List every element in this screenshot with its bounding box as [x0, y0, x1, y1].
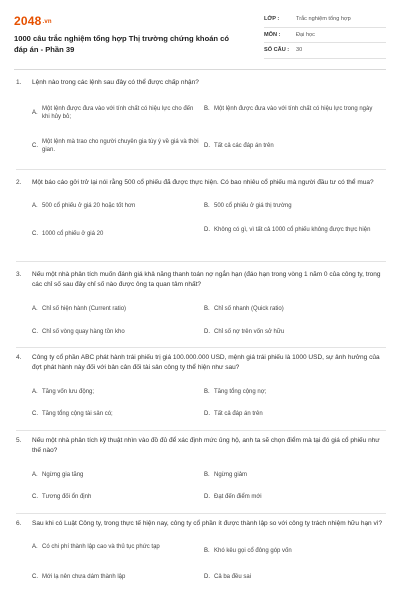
option-letter: D. — [204, 142, 210, 149]
option-text: Chỉ số nợ trên vốn sở hữu — [214, 329, 285, 335]
option-letter: C. — [32, 142, 38, 149]
meta-value: Trắc nghiệm tổng hợp — [296, 16, 351, 23]
option-letter: D. — [204, 329, 210, 335]
option-letter: A. — [32, 306, 38, 312]
option-text: Có chi phí thành lập cao và thủ tục phức tạp — [42, 543, 160, 550]
option-text: Không có gì, vì tất cả 1000 cổ phiếu không được thực hiện — [214, 226, 371, 233]
option-b[interactable] — [204, 471, 374, 480]
option-letter: B. — [204, 202, 210, 209]
meta-value: 30 — [296, 47, 303, 54]
meta-panel — [264, 12, 386, 59]
option-text: Tương đối ổn định — [42, 494, 92, 500]
option-text: 500 cổ phiếu ở giá thị trường — [214, 202, 292, 209]
option-c[interactable] — [32, 230, 202, 239]
option-text: Chỉ số hiện hành (Current ratio) — [42, 306, 127, 312]
question-number: 3. — [16, 271, 22, 278]
question-text-row — [16, 178, 386, 188]
option-text: Chỉ số nhanh (Quick ratio) — [214, 306, 284, 312]
option-text: Tăng vốn lưu động; — [42, 389, 95, 395]
meta-value: Đại học — [296, 31, 315, 38]
option-letter: C. — [32, 494, 38, 500]
question-text-row — [16, 353, 386, 372]
option-d[interactable] — [204, 142, 374, 151]
option-text: 1000 cổ phiếu ở giá 20 — [42, 230, 104, 237]
question-number: 6. — [16, 520, 22, 527]
option-text: Tăng tổng cộng nợ; — [214, 389, 267, 395]
option-letter: C. — [32, 329, 38, 335]
question-number: 1. — [16, 79, 22, 86]
document-title: 1000 câu trắc nghiệm tổng hợp Thị trường chứng khoán có đáp án - Phần 39 — [14, 34, 230, 54]
option-b[interactable] — [204, 305, 374, 314]
question-text: Nếu một nhà phân tích muốn đánh giá khả năng thanh toán nợ ngắn hạn (đáo hạn trong vòng 1 năm 0 của công ty, trong các chỉ số sau đây chỉ số nào được ông ta quan tâm nhất? — [32, 271, 381, 288]
option-text: 500 cổ phiếu ở giá 20 hoặc tốt hơn — [42, 202, 136, 209]
option-c[interactable] — [32, 328, 202, 337]
question-text: Lệnh nào trong các lệnh sau đây có thể được chấp nhận? — [32, 79, 199, 86]
option-text: Khó kêu gọi cổ đông góp vốn — [214, 547, 292, 554]
option-letter: D. — [204, 494, 210, 500]
option-b[interactable] — [204, 105, 374, 114]
option-letter: B. — [204, 389, 210, 395]
option-letter: B. — [204, 105, 210, 112]
question-4 — [16, 353, 386, 431]
option-letter: D. — [204, 226, 210, 233]
question-text: Công ty cổ phần ABC phát hành trái phiếu trị giá 100.000.000 USD, mệnh giá trái phiếu là 1000 USD, sự ảnh hưởng của đợt phát hành này đối với bản cân đối tài sản công ty thể hiện như sau? — [32, 354, 380, 371]
option-text: Đạt đến điểm mới — [214, 494, 262, 500]
option-d[interactable] — [204, 493, 374, 502]
option-a[interactable] — [32, 471, 202, 480]
option-letter: D. — [204, 411, 210, 417]
option-letter: C. — [32, 411, 38, 417]
option-text: Một lệnh mà trao cho người chuyên gia tùy ý về giá và thời gian. — [42, 138, 199, 153]
question-text: Nếu một nhà phân tích kỹ thuật nhìn vào đồ đủ để xác định mức ủng hộ, anh ta sẽ chọn điểm mà tại đó giá cổ phiếu như thế nào? — [32, 437, 380, 454]
question-text-row — [16, 270, 386, 289]
logo-suffix: .vn — [42, 19, 52, 25]
option-c[interactable] — [32, 573, 202, 582]
option-c[interactable] — [32, 410, 202, 419]
question-5 — [16, 436, 386, 514]
option-text: Tất cả các đáp án trên — [214, 142, 274, 149]
option-letter: A. — [32, 472, 38, 478]
question-number: 5. — [16, 437, 22, 444]
meta-row-subject — [264, 28, 386, 44]
option-letter: B. — [204, 306, 210, 312]
option-letter: C. — [32, 573, 38, 580]
option-b[interactable] — [204, 388, 374, 397]
option-d[interactable] — [204, 328, 374, 337]
option-b[interactable] — [204, 202, 374, 211]
option-d[interactable] — [204, 410, 374, 419]
option-text: Chỉ số vòng quay hàng tồn kho — [42, 329, 125, 335]
option-text: Một lệnh được đưa vào với tính chất có hiệu lực trong ngày — [214, 105, 373, 112]
question-text-row — [16, 78, 386, 88]
option-a[interactable] — [32, 388, 202, 397]
option-letter: A. — [32, 109, 38, 116]
logo-main: 2048 — [14, 14, 42, 28]
question-text: Sau khi có Luật Công ty, trong thực tế hiện nay, công ty cổ phần ít được thành lập so với công ty trách nhiệm hữu hạn vì? — [32, 520, 383, 527]
meta-key: LỚP : — [264, 16, 280, 23]
option-text: Ngừng giảm — [214, 472, 248, 478]
option-text: Ngừng gia tăng — [42, 472, 84, 478]
meta-row-count — [264, 43, 386, 59]
question-3 — [16, 270, 386, 348]
option-text: Tăng tổng cộng tài sản có; — [42, 411, 113, 417]
option-letter: B. — [204, 547, 210, 554]
question-6 — [16, 519, 386, 600]
option-d[interactable] — [204, 226, 374, 235]
question-number: 4. — [16, 354, 22, 361]
option-c[interactable] — [32, 493, 202, 502]
question-text: Một báo cáo gởi trở lại nói rằng 500 cổ phiếu đã được thực hiện. Có bao nhiêu cổ phiếu mà người đầu tư có thể mua? — [32, 179, 374, 186]
option-letter: C. — [32, 230, 38, 237]
option-a[interactable] — [32, 202, 202, 211]
option-letter: A. — [32, 543, 38, 550]
option-text: Tất cả đáp án trên — [214, 411, 263, 417]
meta-key: MÔN : — [264, 31, 281, 38]
option-a[interactable] — [32, 305, 202, 314]
question-text-row — [16, 436, 386, 455]
question-text-row — [16, 519, 386, 529]
option-letter: D. — [204, 573, 210, 580]
meta-key: SỐ CÂU : — [264, 47, 290, 54]
question-number: 2. — [16, 179, 22, 186]
option-letter: A. — [32, 389, 38, 395]
option-text: Một lệnh được đưa vào với tính chất có hiệu lực cho đến khi hủy bỏ; — [42, 105, 194, 120]
meta-row-class — [264, 12, 386, 28]
option-letter: B. — [204, 472, 210, 478]
option-d[interactable] — [204, 573, 374, 582]
option-c[interactable] — [32, 138, 202, 155]
option-a[interactable] — [32, 543, 202, 552]
document-header — [14, 0, 386, 70]
option-letter: A. — [32, 202, 38, 209]
question-2 — [16, 178, 386, 262]
option-text: Mới lạ nên chưa dám thành lập — [42, 573, 126, 580]
question-1 — [16, 78, 386, 170]
site-logo[interactable] — [14, 14, 52, 28]
option-b[interactable] — [204, 547, 374, 556]
option-text: Cả ba đều sai — [214, 573, 252, 580]
option-a[interactable] — [32, 105, 202, 122]
